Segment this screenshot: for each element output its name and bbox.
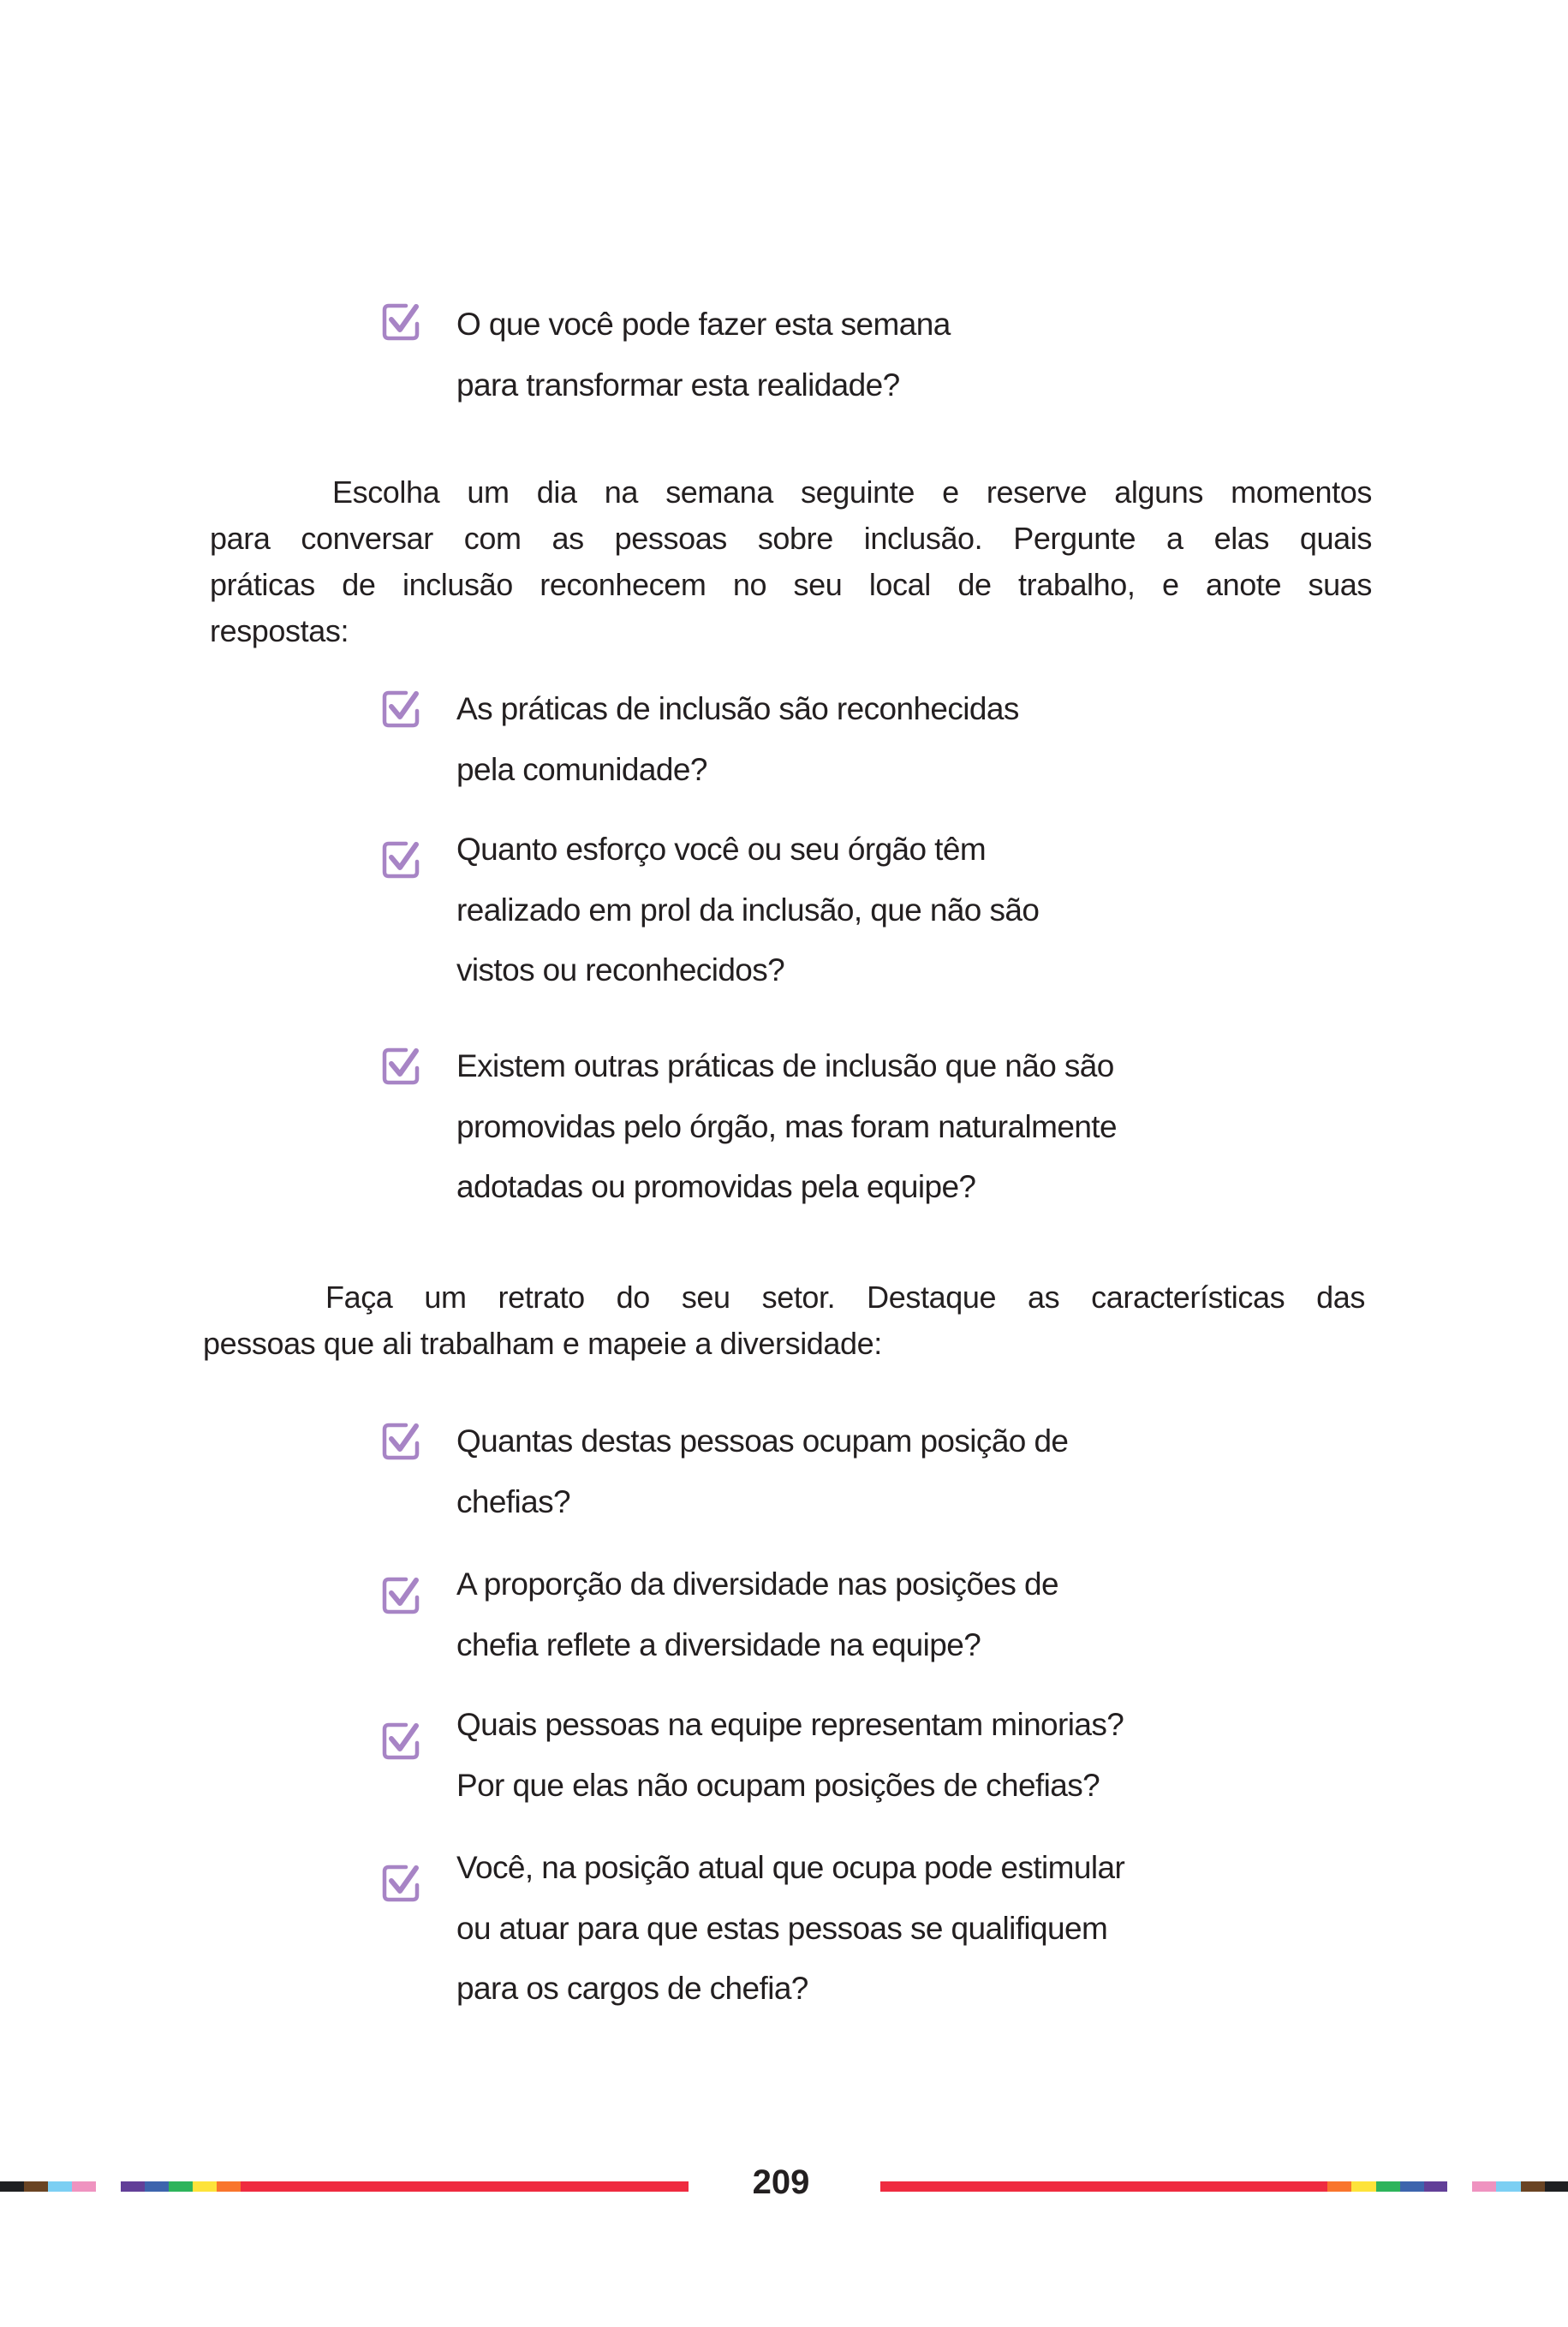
checklist-item-text: ou atuar para que estas pessoas se qualifiquem bbox=[456, 1910, 1108, 1946]
footer-stripe-segment bbox=[1472, 2181, 1496, 2192]
checkbox-checked-icon bbox=[380, 1863, 421, 1904]
instruction-paragraph bbox=[210, 469, 1372, 654]
footer-stripe-segment bbox=[169, 2181, 193, 2192]
checklist-item-text: adotadas ou promovidas pela equipe? bbox=[456, 1169, 976, 1204]
paragraph-line: pessoas que ali trabalham e mapeie a diversidade: bbox=[203, 1326, 882, 1361]
checkbox-checked-icon bbox=[380, 301, 421, 343]
checkbox-checked-icon bbox=[380, 1721, 421, 1762]
instruction-paragraph bbox=[203, 1274, 1365, 1367]
footer-stripe-segment bbox=[121, 2181, 145, 2192]
paragraph-line: Faça um retrato do seu setor. Destaque as características das bbox=[325, 1280, 1365, 1315]
footer-stripe-segment bbox=[880, 2181, 1327, 2192]
checkbox-checked-icon bbox=[380, 1421, 421, 1462]
footer-stripe-segment bbox=[24, 2181, 48, 2192]
checklist-item-text: promovidas pelo órgão, mas foram naturalmente bbox=[456, 1108, 1117, 1144]
checklist-item-text: Quantas destas pessoas ocupam posição de bbox=[456, 1423, 1069, 1459]
checkbox-checked-icon bbox=[380, 1575, 421, 1616]
checklist-item-text: Você, na posição atual que ocupa pode estimular bbox=[456, 1850, 1125, 1885]
footer-stripe-segment bbox=[193, 2181, 217, 2192]
paragraph-line: para conversar com as pessoas sobre inclusão. Pergunte a elas quais bbox=[210, 521, 1372, 556]
footer-stripe-segment bbox=[145, 2181, 169, 2192]
footer-stripe-segment bbox=[1424, 2181, 1447, 2192]
page-number: 209 bbox=[752, 2163, 810, 2201]
footer-stripe-segment bbox=[0, 2181, 24, 2192]
footer-stripe-segment bbox=[48, 2181, 72, 2192]
checklist-item-text: Por que elas não ocupam posições de chefias? bbox=[456, 1767, 1100, 1803]
footer-stripe-segment bbox=[1327, 2181, 1351, 2192]
checklist-item-text: realizado em prol da inclusão, que não são bbox=[456, 892, 1040, 928]
checklist-item-text: As práticas de inclusão são reconhecidas bbox=[456, 691, 1019, 726]
checklist-item-text: vistos ou reconhecidos? bbox=[456, 952, 785, 987]
footer-stripe-segment bbox=[1400, 2181, 1424, 2192]
checklist-item-text: O que você pode fazer esta semana bbox=[456, 307, 951, 342]
checklist-item-text: Quais pessoas na equipe representam minorias? bbox=[456, 1707, 1124, 1742]
checklist-item-text: pela comunidade? bbox=[456, 751, 707, 787]
footer-stripe-segment bbox=[241, 2181, 689, 2192]
footer-stripe-segment bbox=[1376, 2181, 1400, 2192]
checklist-item-text: chefias? bbox=[456, 1483, 571, 1519]
checklist-item-text: Quanto esforço você ou seu órgão têm bbox=[456, 832, 987, 867]
checklist-item-text: A proporção da diversidade nas posições de bbox=[456, 1566, 1058, 1602]
paragraph-line: Escolha um dia na semana seguinte e reserve alguns momentos bbox=[332, 474, 1372, 510]
footer-stripe-segment bbox=[1351, 2181, 1376, 2192]
footer-stripe-segment bbox=[1521, 2181, 1545, 2192]
footer-stripe-segment bbox=[1496, 2181, 1521, 2192]
checklist-item-text: chefia reflete a diversidade na equipe? bbox=[456, 1626, 981, 1662]
checklist-item-text: Existem outras práticas de inclusão que não são bbox=[456, 1048, 1114, 1083]
paragraph-line: práticas de inclusão reconhecem no seu local de trabalho, e anote suas bbox=[210, 567, 1372, 602]
checkbox-checked-icon bbox=[380, 689, 421, 730]
footer-stripe-segment bbox=[72, 2181, 96, 2192]
checkbox-checked-icon bbox=[380, 1046, 421, 1087]
footer-stripe-segment bbox=[217, 2181, 241, 2192]
paragraph-line: respostas: bbox=[210, 613, 349, 648]
checklist-item-text: para os cargos de chefia? bbox=[456, 1971, 808, 2006]
checklist-item-text: para transformar esta realidade? bbox=[456, 367, 900, 403]
footer-stripe-segment bbox=[1545, 2181, 1568, 2192]
checkbox-checked-icon bbox=[380, 839, 421, 880]
